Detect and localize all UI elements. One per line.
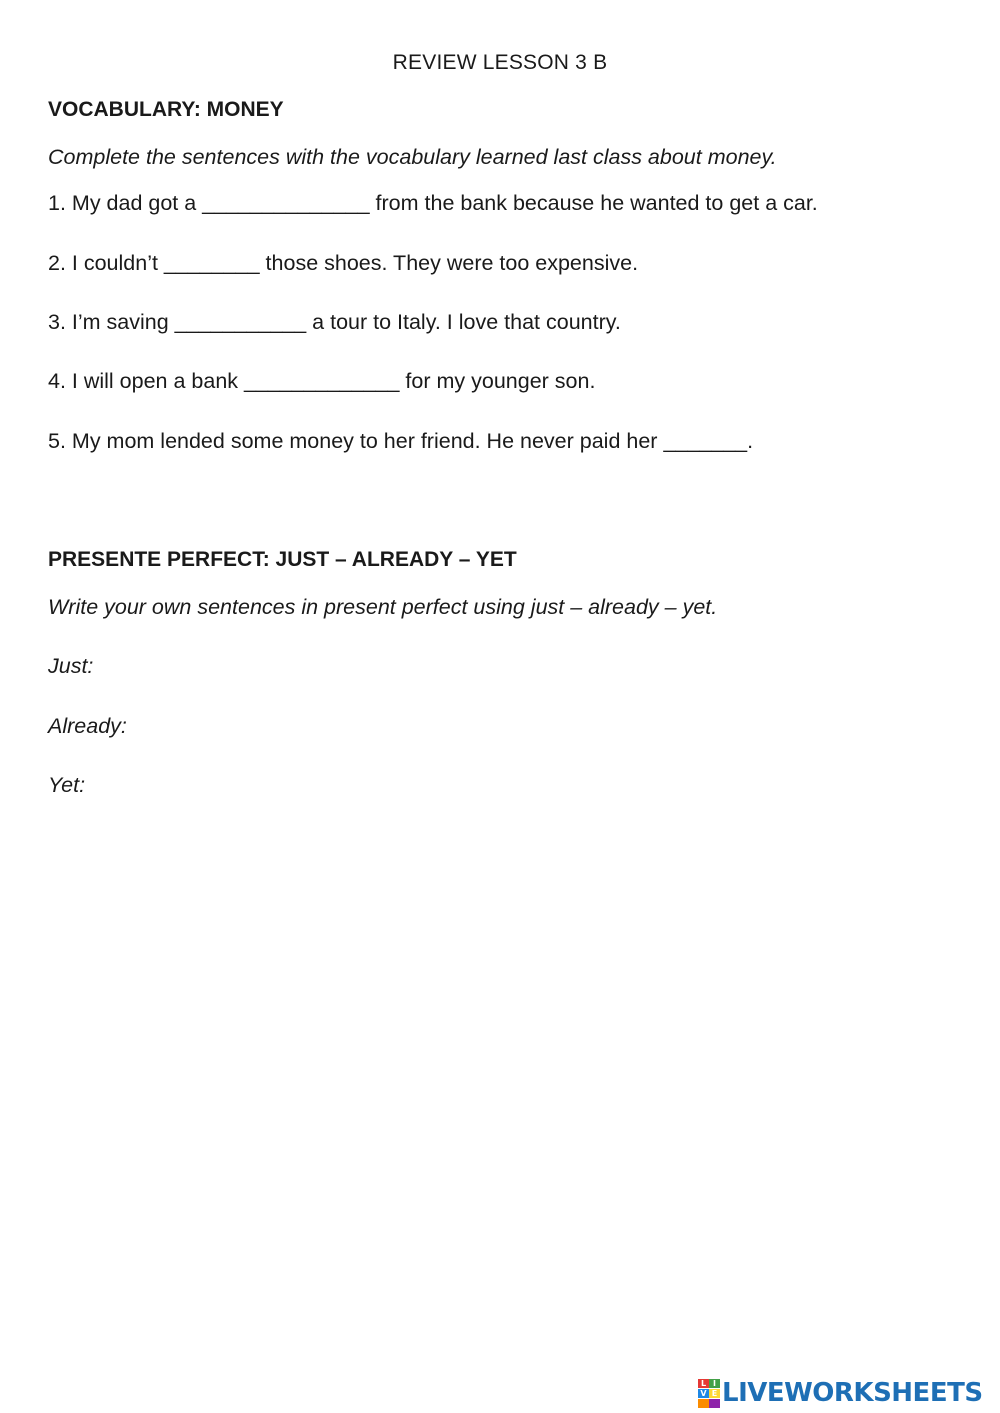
- logo-mark-cell: E: [709, 1389, 720, 1398]
- sentence-4: 4. I will open a bank _____________ for my younger son.: [48, 369, 596, 393]
- logo-mark-cell: V: [698, 1389, 709, 1398]
- sentence-5: 5. My mom lended some money to her friend. He never paid her _______.: [48, 429, 754, 453]
- logo-text: LIVEWORKSHEETS: [722, 1378, 983, 1408]
- prompt-already: Already:: [48, 714, 127, 738]
- prompt-just: Just:: [48, 654, 94, 678]
- page-title: REVIEW LESSON 3 B: [392, 51, 608, 74]
- sentence-1: 1. My dad got a ______________ from the bank because he wanted to get a car.: [48, 191, 818, 215]
- logo-mark-cell: [709, 1399, 720, 1408]
- logo-mark-icon: [698, 1379, 720, 1407]
- vocabulary-instruction: Complete the sentences with the vocabulary learned last class about money.: [48, 145, 777, 169]
- logo-mark-cell: L: [698, 1379, 709, 1388]
- sentence-3: 3. I’m saving ___________ a tour to Italy. I love that country.: [48, 310, 621, 334]
- grammar-instruction: Write your own sentences in present perfect using just – already – yet.: [48, 595, 718, 619]
- vocabulary-heading: VOCABULARY: MONEY: [48, 98, 284, 121]
- logo-mark-cell: I: [709, 1379, 720, 1388]
- prompt-yet: Yet:: [48, 773, 86, 797]
- logo-mark-cell: [698, 1399, 709, 1408]
- liveworksheets-logo: [698, 1378, 983, 1408]
- grammar-heading: PRESENTE PERFECT: JUST – ALREADY – YET: [48, 548, 517, 571]
- sentence-2: 2. I couldn’t ________ those shoes. They were too expensive.: [48, 251, 639, 275]
